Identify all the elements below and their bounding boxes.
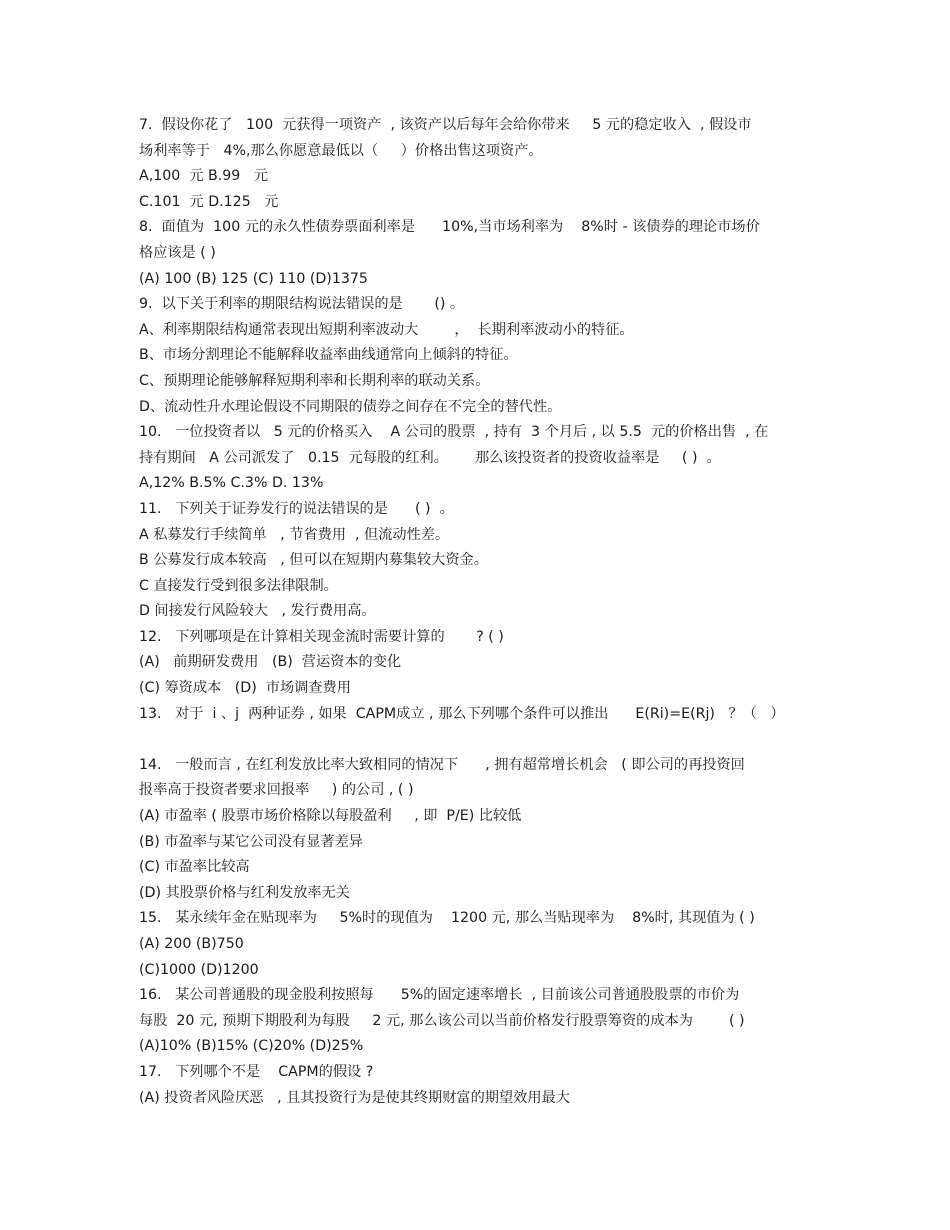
text-line: 持有期间 A 公司派发了 0.15 元每股的红利。 那么该投资者的投资收益率是 ( ) 。 <box>139 449 721 466</box>
text-line: (B) 市盈率与某它公司没有显著差异 <box>139 833 363 850</box>
text-line: (A)10% (B)15% (C)20% (D)25% <box>139 1038 364 1055</box>
text-line: (A) 市盈率 ( 股票市场价格除以每股盈利 , 即 P/E) 比较低 <box>139 808 522 825</box>
text-line: 每股 20 元, 预期下期股利为每股 2 元, 那么该公司以当前价格发行股票筹资的成本为 ( ) <box>139 1012 745 1029</box>
text-line: (A) 200 (B)750 <box>139 936 244 952</box>
text-line: D 间接发行风险较大 , 发行费用高。 <box>139 603 376 620</box>
text-line: 格应该是 ( ) <box>139 244 216 261</box>
text-line: A、利率期限结构通常表现出短期利率波动大 ， 长期利率波动小的特征。 <box>139 321 634 338</box>
text-line: 16. 某公司普通股的现金股利按照每 5%的固定速率增长 , 目前该公司普通股股票的市价为 <box>139 987 740 1004</box>
text-line: A,12% B.5% C.3% D. 13% <box>139 475 324 492</box>
text-line: (C) 筹资成本 (D) 市场调查费用 <box>139 680 351 697</box>
text-line: C 直接发行受到很多法律限制。 <box>139 577 338 594</box>
text-line: A 私募发行手续简单 , 节省费用 , 但流动性差。 <box>139 526 450 543</box>
text-line: (C) 市盈率比较高 <box>139 859 250 876</box>
text-line: 报率高于投资者要求回报率 ) 的公司 , ( ) <box>139 782 414 799</box>
text-line: 9. 以下关于利率的期限结构说法错误的是 () 。 <box>139 296 465 313</box>
text-line: 场利率等于 4%,那么你愿意最低以（ ）价格出售这项资产。 <box>139 142 543 159</box>
text-line: (A) 100 (B) 125 (C) 110 (D)1375 <box>139 270 368 287</box>
text-line: 13. 对于 i 、j 两种证券 , 如果 CAPM成立 , 那么下列哪个条件可以推出 E(Ri)=E(Rj) ？（ ） <box>139 705 785 722</box>
text-line: (C)1000 (D)1200 <box>139 961 259 978</box>
text-line: A,100 元 B.99 元 <box>139 168 269 185</box>
text-line: D、流动性升水理论假设不同期限的债券之间存在不完全的替代性。 <box>139 398 562 415</box>
text-line: 11. 下列关于证券发行的说法错误的是 ( ) 。 <box>139 500 454 517</box>
text-line: B 公募发行成本较高 , 但可以在短期内募集较大资金。 <box>139 552 488 569</box>
blank-line <box>139 727 830 753</box>
text-line: 12. 下列哪项是在计算相关现金流时需要计算的 ? ( ) <box>139 628 504 645</box>
text-line: 14. 一般而言 , 在红利发放比率大致相同的情况下 , 拥有超常增长机会 ( 即公司的再投资回 <box>139 756 745 773</box>
text-line: (D) 其股票价格与红利发放率无关 <box>139 884 350 901</box>
text-line: 15. 某永续年金在贴现率为 5%时的现值为 1200 元, 那么当贴现率为 8%时, 其现值为 ( ) <box>139 910 755 927</box>
text-line: (A) 投资者风险厌恶 , 且其投资行为是使其终期财富的期望效用最大 <box>139 1089 570 1106</box>
text-line: 10. 一位投资者以 5 元的价格买入 A 公司的股票 , 持有 3 个月后 , 以 5.5 元的价格出售 , 在 <box>139 424 769 441</box>
text-line: C.101 元 D.125 元 <box>139 193 279 210</box>
text-line: (A) 前期研发费用 (B) 营运资本的变化 <box>139 654 402 671</box>
text-line: 7. 假设你花了 100 元获得一项资产 , 该资产以后每年会给你带来 5 元的稳定收入 , 假设市 <box>139 117 752 133</box>
text-line: 8. 面值为 100 元的永久性债券票面利率是 10%,当市场利率为 8%时 - 该债券的理论市场价 <box>139 219 760 236</box>
text-line: B、市场分割理论不能解释收益率曲线通常向上倾斜的特征。 <box>139 347 518 364</box>
text-line: C、预期理论能够解释短期利率和长期利率的联动关系。 <box>139 372 490 389</box>
text-line: 17. 下列哪个不是 CAPM的假设 ? <box>139 1063 374 1080</box>
